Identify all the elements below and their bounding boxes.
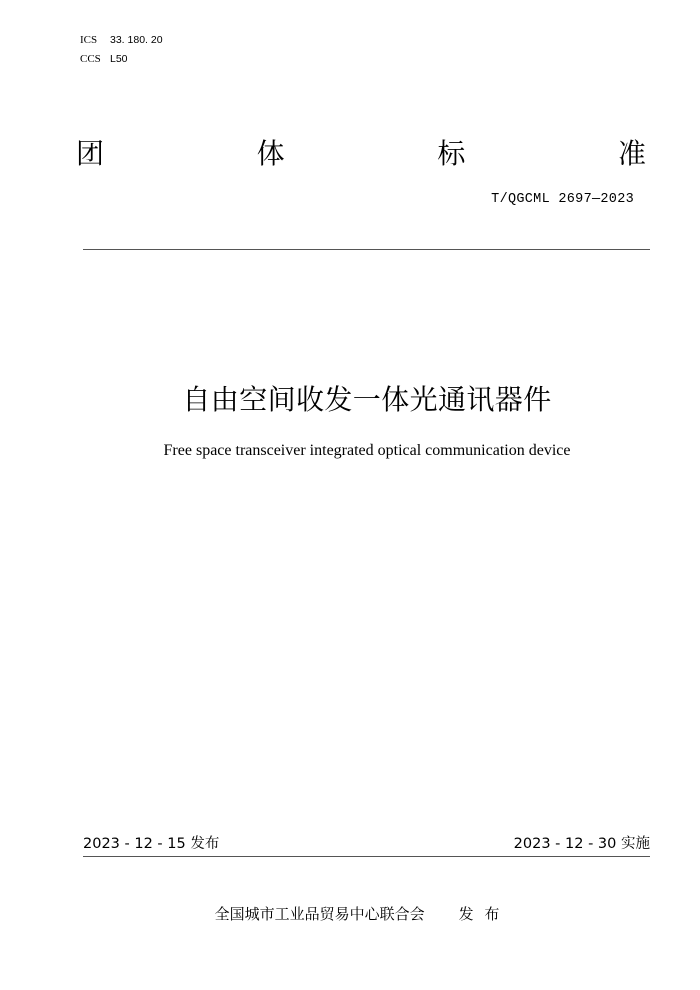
standard-type-char: 体 <box>256 137 285 170</box>
standard-type-char: 团 <box>76 137 105 170</box>
top-divider <box>83 249 650 250</box>
bottom-divider <box>83 856 650 857</box>
implementation-date: 2023 - 12 - 30 实施 <box>513 836 650 852</box>
ics-code: 33. 180. 20 <box>110 34 163 46</box>
publisher-line <box>0 903 700 925</box>
publisher-action: 发 布 <box>458 905 500 923</box>
document-title-en: Free space transceiver integrated optical communication device <box>163 442 571 459</box>
document-title-cn: 自由空间收发一体光通讯器件 <box>182 383 552 416</box>
ccs-classification <box>80 52 128 66</box>
ccs-label: CCS <box>80 53 101 65</box>
standard-type-char: 准 <box>617 137 646 170</box>
standard-type-char: 标 <box>437 137 466 170</box>
ics-label: ICS <box>80 34 98 46</box>
release-date: 2023 - 12 - 15 发布 <box>83 836 220 852</box>
ics-classification <box>80 33 163 47</box>
ccs-code: L50 <box>110 53 128 65</box>
standard-type-heading <box>76 134 646 174</box>
standard-code: T/QGCML 2697—2023 <box>491 192 634 207</box>
publisher-name: 全国城市工业品贸易中心联合会 <box>214 905 425 923</box>
